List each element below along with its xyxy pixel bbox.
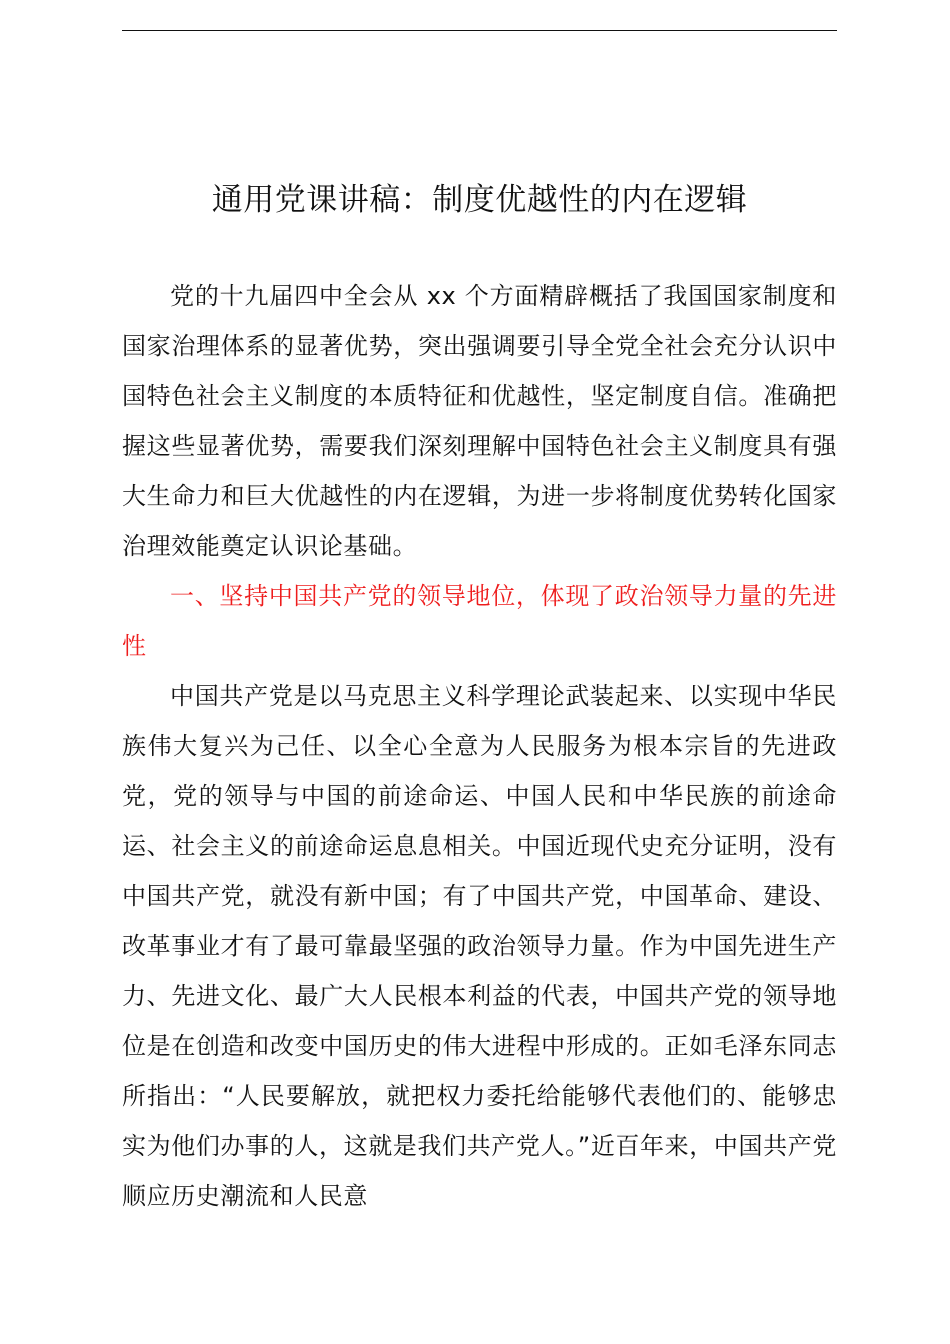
section-1-paragraph: 中国共产党是以马克思主义科学理论武装起来、以实现中华民族伟大复兴为己任、以全心全意为人民服务为根本宗旨的先进政党，党的领导与中国的前途命运、中国人民和中华民族的前途命运、社会主义的前途命运息息相关。中国近现代史充分证明，没有中国共产党，就没有新中国；有了中国共产党，中国革命、建设、改革事业才有了最可靠最坚强的政治领导力量。作为中国先进生产力、先进文化、最广大人民根本利益的代表，中国共产党的领导地位是在创造和改变中国历史的伟大进程中形成的。正如毛泽东同志所指出：“人民要解放，就把权力委托给能够代表他们的、能够忠实为他们办事的人，这就是我们共产党人。”近百年来，中国共产党顺应历史潮流和人民意 [122, 682, 837, 1210]
document-body [122, 271, 837, 1221]
document-title: 通用党课讲稿：制度优越性的内在逻辑 [211, 182, 748, 218]
section-1-heading: 一、坚持中国共产党的领导地位，体现了政治领导力量的先进性 [122, 582, 837, 660]
intro-paragraph: 党的十九届四中全会从 xx 个方面精辟概括了我国国家制度和国家治理体系的显著优势，突出强调要引导全党全社会充分认识中国特色社会主义制度的本质特征和优越性，坚定制度自信。准确把握这些显著优势，需要我们深刻理解中国特色社会主义制度具有强大生命力和巨大优越性的内在逻辑，为进一步将制度优势转化国家治理效能奠定认识论基础。 [122, 282, 837, 560]
header-rule [122, 30, 837, 31]
